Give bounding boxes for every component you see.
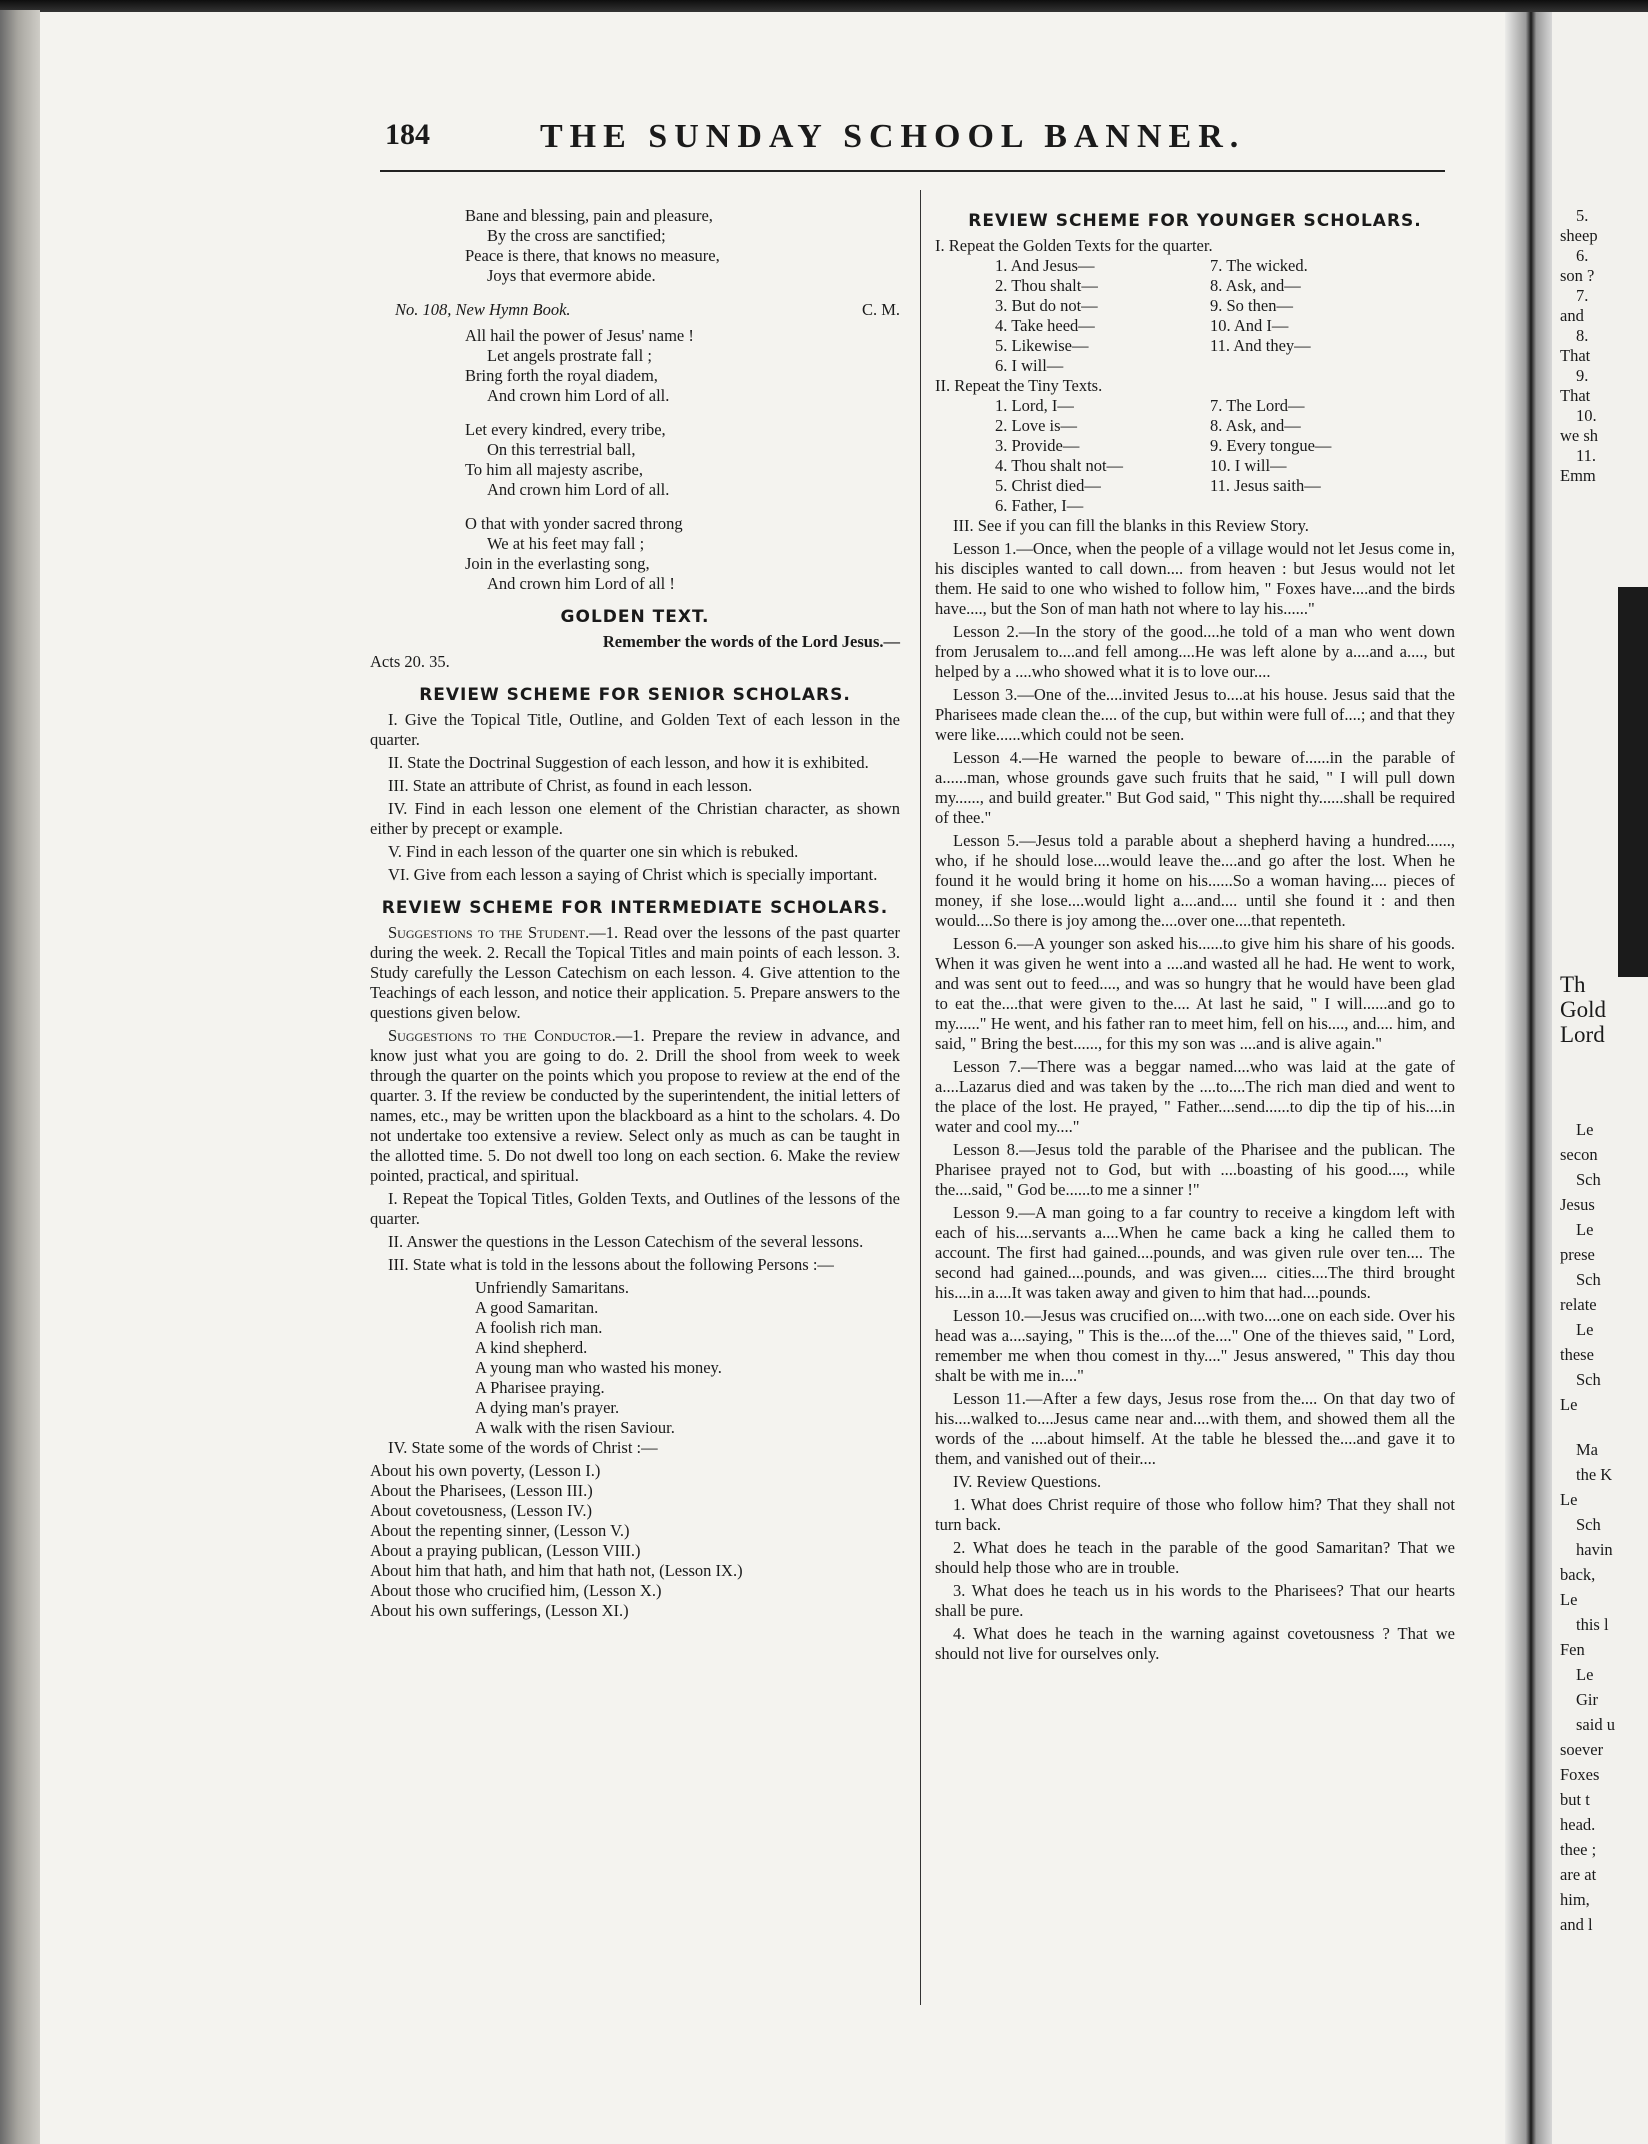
list-item: A Pharisee praying. (475, 1378, 605, 1397)
list-item: 3. But do not— (995, 296, 1098, 315)
hymn-line: O that with yonder sacred throng (465, 514, 683, 533)
next-page-text (1552, 12, 1648, 2144)
student-lead: Suggestions to the Student. (388, 923, 590, 942)
hymn-stanza (465, 326, 900, 406)
fragment-line: prese (1560, 1245, 1595, 1264)
fragment-line: Le (1576, 1120, 1594, 1139)
list-item: 11. And they— (1210, 336, 1311, 355)
fragment-line: Gold (1560, 997, 1606, 1022)
hymn-stanza (465, 420, 900, 500)
fragment-line: Sch (1576, 1370, 1601, 1389)
list-item: 9. So then— (1210, 296, 1293, 315)
hymn-line: We at his feet may fall ; (487, 534, 645, 553)
fragment-line: and l (1560, 1915, 1593, 1934)
list-item: A kind shepherd. (475, 1338, 588, 1357)
story-lesson: Lesson 5.—Jesus told a parable about a shepherd having a hundred......, who, if he should lose....would leave the....and go after the lost. When he found it he would bring it home on his......So a woman having.... pieces of money, if she lose....would light a....and.... until she found it : and then would....So there is joy among the....over one....that repenteth. (935, 831, 1455, 930)
fragment-line: Fen (1560, 1640, 1585, 1659)
review-question: 4. What does he teach in the warning against covetousness ? That we should not live for ourselves only. (935, 1624, 1455, 1663)
intermediate-scheme-heading: REVIEW SCHEME FOR INTERMEDIATE SCHOLARS. (381, 898, 889, 918)
story-lesson: Lesson 7.—There was a beggar named....who was laid at the gate of a....Lazarus died and was taken by the ....to....The rich man died and went to the place of the lost. He prayed, " Father....send......to dip the tip of his....in water and cool my...." (935, 1057, 1455, 1136)
fragment-line: Sch (1576, 1270, 1601, 1289)
senior-scheme-heading: REVIEW SCHEME FOR SENIOR SCHOLARS. (419, 685, 851, 705)
persons-list (475, 1278, 900, 1438)
golden-texts-list (995, 256, 1425, 376)
fragment-line: Le (1560, 1590, 1578, 1609)
fragment-line: Th (1560, 972, 1586, 997)
running-title: THE SUNDAY SCHOOL BANNER. (540, 118, 1246, 155)
poem-line: Bane and blessing, pain and pleasure, (465, 206, 713, 225)
tiny-texts-head: II. Repeat the Tiny Texts. (935, 376, 1103, 395)
tiny-texts-list (995, 396, 1425, 516)
story-lesson: Lesson 4.—He warned the people to beware of......in the parable of a......man, whose grounds gave such fruits that he said, " I will pull down my......, and build greater." But God said, " This night thy......shall be required of thee." (935, 748, 1455, 827)
fragment-line: Emm (1560, 466, 1596, 485)
fragment-line: 8. (1576, 326, 1589, 345)
conductor-text: —1. Prepare the review in advance, and know just what you are going to do. 2. Drill the shool from week to week through the quarter on the points which you propose to review at the end of the quarter. 3. If the review be conducted by the superintendent, the initial letters of names, etc., may be written upon the blackboard as a hint to the scholars. 4. Do not undertake too extensive a review. Select only as much as can be taught in the allotted time. 5. Do not dwell too long on each section. 6. Make the review pointed, practical, and spiritual. (370, 1026, 900, 1185)
poem-line: By the cross are sanctified; (487, 226, 666, 245)
intermediate-item: I. Repeat the Topical Titles, Golden Texts, and Outlines of the lessons of the quarter. (370, 1189, 900, 1228)
fragment-line: Jesus (1560, 1195, 1595, 1214)
questions-head: IV. Review Questions. (953, 1472, 1102, 1491)
list-item: 4. Thou shalt not— (995, 456, 1124, 475)
story-lesson: Lesson 10.—Jesus was crucified on....with two....one on each side. Over his head was a....saying, " This is the....of the...." One of the thieves said, " Lord, remember me when thou comest in thy...." Jesus answered, " This day thou shalt be with me in...." (935, 1306, 1455, 1385)
fragment-line: havin (1576, 1540, 1613, 1559)
intermediate-item: II. Answer the questions in the Lesson Catechism of the several lessons. (388, 1232, 864, 1251)
conductor-suggestions (370, 1026, 900, 1186)
list-item: A dying man's prayer. (475, 1398, 620, 1417)
fragment-line: son ? (1560, 266, 1595, 285)
fragment-line: That (1560, 386, 1591, 405)
list-item: 7. The Lord— (1210, 396, 1305, 415)
fragment-line: him, (1560, 1890, 1590, 1909)
fragment-line: secon (1560, 1145, 1598, 1164)
senior-item: VI. Give from each lesson a saying of Christ which is specially important. (388, 865, 878, 884)
left-column (370, 206, 900, 1621)
list-item: 11. Jesus saith— (1210, 476, 1321, 495)
fragment-line: Ma (1576, 1440, 1598, 1459)
fragment-line: Le (1576, 1665, 1594, 1684)
story-lesson: Lesson 3.—One of the....invited Jesus to....at his house. Jesus said that the Pharisees made clean the.... of the cup, but within were full of....; and that they were like......which could not be seen. (935, 685, 1455, 744)
hymn-line: Let angels prostrate fall ; (487, 346, 652, 365)
fragment-line: Gir (1576, 1690, 1598, 1709)
fragment-line: Le (1576, 1220, 1594, 1239)
golden-text-heading: GOLDEN TEXT. (560, 607, 710, 627)
list-item: About covetousness, (Lesson IV.) (370, 1501, 592, 1520)
list-item: Unfriendly Samaritans. (475, 1278, 629, 1297)
senior-item: I. Give the Topical Title, Outline, and Golden Text of each lesson in the quarter. (370, 710, 900, 749)
page-gutter (1505, 12, 1557, 2144)
hymn-line: And crown him Lord of all. (487, 386, 670, 405)
list-item: About the Pharisees, (Lesson III.) (370, 1481, 593, 1500)
list-item: 1. Lord, I— (995, 396, 1074, 415)
list-item: 6. Father, I— (995, 496, 1084, 515)
review-question: 2. What does he teach in the parable of the good Samaritan? That we should help those who are in trouble. (935, 1538, 1455, 1577)
list-item: A good Samaritan. (475, 1298, 599, 1317)
list-item: About a praying publican, (Lesson VIII.) (370, 1541, 641, 1560)
hymn-line: On this terrestrial ball, (487, 440, 636, 459)
list-item: 5. Likewise— (995, 336, 1089, 355)
list-item: 1. And Jesus— (995, 256, 1095, 275)
fragment-line: Lord (1560, 1022, 1605, 1047)
list-item: 8. Ask, and— (1210, 276, 1301, 295)
fragment-line: Le (1576, 1320, 1594, 1339)
story-lesson: Lesson 9.—A man going to a far country to receive a kingdom left with each of his....servants a....When he came back a king he called them to account. The first had gained....pounds, and was given rule over ten.... The second had gained....pounds, and was given.... cities....The third brought his....in a....It was taken away and given to him that had....pounds. (935, 1203, 1455, 1302)
story-head: III. See if you can fill the blanks in this Review Story. (953, 516, 1309, 535)
student-text: —1. Read over the lessons of the past quarter during the week. 2. Recall the Topical Titles and main points of each lesson. 3. Study carefully the Lesson Catechism on each lesson. 4. Give attention to the Teachings of each lesson, and notice their application. 5. Prepare answers to the questions given below. (370, 923, 900, 1022)
fragment-line: said u (1576, 1715, 1615, 1734)
header-rule (380, 170, 1445, 172)
review-question: 1. What does Christ require of those who follow him? That they shall not turn back. (935, 1495, 1455, 1534)
fragment-line: Le (1560, 1395, 1578, 1414)
hymn-line: All hail the power of Jesus' name ! (465, 326, 694, 345)
fragment-line: but t (1560, 1790, 1590, 1809)
list-item: 2. Thou shalt— (995, 276, 1098, 295)
list-item: 5. Christ died— (995, 476, 1101, 495)
list-item: A young man who wasted his money. (475, 1358, 722, 1377)
golden-text-ref: Acts 20. 35. (370, 652, 450, 671)
senior-item: III. State an attribute of Christ, as found in each lesson. (388, 776, 753, 795)
list-item: 2. Love is— (995, 416, 1078, 435)
fragment-line: Sch (1576, 1170, 1601, 1189)
fragment-line: Foxes (1560, 1765, 1600, 1784)
story-lesson: Lesson 8.—Jesus told the parable of the Pharisee and the publican. The Pharisee prayed not to God, but with ....boasting of his good...., while the....said, " God be......to me a sinner !" (935, 1140, 1455, 1199)
hymn-line: And crown him Lord of all ! (487, 574, 675, 593)
hymn-line: And crown him Lord of all. (487, 480, 670, 499)
intermediate-item: III. State what is told in the lessons about the following Persons :— (388, 1255, 834, 1274)
hymn-ref: No. 108, New Hymn Book. (395, 300, 571, 319)
hymn-line: Bring forth the royal diadem, (465, 366, 658, 385)
fragment-line: soever (1560, 1740, 1604, 1759)
fragment-line: 9. (1576, 366, 1589, 385)
fragment-line: are at (1560, 1865, 1597, 1884)
list-item: 10. I will— (1210, 456, 1287, 475)
younger-scheme-heading: REVIEW SCHEME FOR YOUNGER SCHOLARS. (968, 211, 1422, 231)
poem-top (465, 206, 900, 286)
words-list (370, 1461, 900, 1621)
list-item: 3. Provide— (995, 436, 1080, 455)
hymn-reference (370, 300, 900, 320)
list-item: 8. Ask, and— (1210, 416, 1301, 435)
list-item: 6. I will— (995, 356, 1064, 375)
hymn-line: To him all majesty ascribe, (465, 460, 644, 479)
fragment-line: head. (1560, 1815, 1596, 1834)
right-column (935, 212, 1455, 1667)
golden-texts-head: I. Repeat the Golden Texts for the quarter. (935, 236, 1213, 255)
list-item: About his own sufferings, (Lesson XI.) (370, 1601, 629, 1620)
fragment-line: and (1560, 306, 1584, 325)
senior-item: IV. Find in each lesson one element of the Christian character, as shown either by precept or example. (370, 799, 900, 838)
list-item: About those who crucified him, (Lesson X.) (370, 1581, 662, 1600)
hymn-line: Let every kindred, every tribe, (465, 420, 666, 439)
conductor-lead: Suggestions to the Conductor. (388, 1026, 616, 1045)
book-edge (0, 10, 40, 2144)
poem-line: Joys that evermore abide. (487, 266, 656, 285)
hymn-line: Join in the everlasting song, (465, 554, 650, 573)
story-lesson: Lesson 11.—After a few days, Jesus rose from the.... On that day two of his....walked to....Jesus came near and....with them, and showed them all the words of the ....about himself. At the table he blessed the....and gave it to them, and vanished out of their.... (935, 1389, 1455, 1468)
fragment-line: these (1560, 1345, 1594, 1364)
hymn-stanza (465, 514, 900, 594)
senior-item: II. State the Doctrinal Suggestion of each lesson, and how it is exhibited. (388, 753, 869, 772)
list-item (1210, 496, 1425, 516)
intermediate-item: IV. State some of the words of Christ :— (388, 1438, 658, 1457)
fragment-line: 7. (1576, 286, 1589, 305)
fragment-line: back, (1560, 1565, 1596, 1584)
fragment-line: the K (1576, 1465, 1613, 1484)
fragment-line: 11. (1576, 446, 1597, 465)
fragment-line: Sch (1576, 1515, 1601, 1534)
poem-line: Peace is there, that knows no measure, (465, 246, 720, 265)
story-lesson: Lesson 6.—A younger son asked his......to give him his share of his goods. When it was given he went into a ....and wasted all he had. He went to work, and was sent out to feed...., and was so hungry that he would have been glad to eat the....that were given to the.... At last he said, " I will......and go to my......" He went, and his father ran to meet him, fell on his...., and.... him, and said, " Bring the best......, for this my son was ....and is alive again." (935, 934, 1455, 1053)
fragment-line: sheep (1560, 226, 1598, 245)
list-item: A walk with the risen Saviour. (475, 1418, 675, 1437)
list-item: A foolish rich man. (475, 1318, 603, 1337)
list-item (1210, 356, 1425, 376)
story-lesson: Lesson 2.—In the story of the good....he told of a man who went down from Jerusalem to....and fell among....He was left alone by a....and a...., but helped by a ....who showed what it is to love our.... (935, 622, 1455, 681)
fragment-line: That (1560, 346, 1591, 365)
fragment-line: thee ; (1560, 1840, 1597, 1859)
list-item: 10. And I— (1210, 316, 1289, 335)
student-suggestions (370, 923, 900, 1023)
story-lesson: Lesson 1.—Once, when the people of a village would not let Jesus come in, his disciples wanted to call down.... from heaven : but Jesus would not let them. He said to one who wished to follow him, " Foxes have....and the birds have...., but the Son of man hath not where to lay his......" (935, 539, 1455, 618)
list-item: About him that hath, and him that hath not, (Lesson IX.) (370, 1561, 743, 1580)
fragment-line: relate (1560, 1295, 1597, 1314)
golden-text: Remember the words of the Lord Jesus.— (602, 632, 900, 651)
list-item: About the repenting sinner, (Lesson V.) (370, 1521, 630, 1540)
page-number: 184 (385, 118, 430, 151)
review-question: 3. What does he teach us in his words to the Pharisees? That our hearts shall be pure. (935, 1581, 1455, 1620)
fragment-line: Le (1560, 1490, 1578, 1509)
fragment-line: 10. (1576, 406, 1597, 425)
fragment-line: 5. (1576, 206, 1589, 225)
fragment-line: we sh (1560, 426, 1599, 445)
list-item: 9. Every tongue— (1210, 436, 1332, 455)
hymn-meter: C. M. (861, 300, 900, 319)
list-item: 7. The wicked. (1210, 256, 1308, 275)
page-185-fragment (1552, 12, 1648, 2144)
fragment-line: 6. (1576, 246, 1589, 265)
list-item: 4. Take heed— (995, 316, 1095, 335)
fragment-line: this l (1576, 1615, 1609, 1634)
list-item: About his own poverty, (Lesson I.) (370, 1461, 601, 1480)
senior-item: V. Find in each lesson of the quarter one sin which is rebuked. (388, 842, 799, 861)
column-rule (920, 190, 921, 2005)
